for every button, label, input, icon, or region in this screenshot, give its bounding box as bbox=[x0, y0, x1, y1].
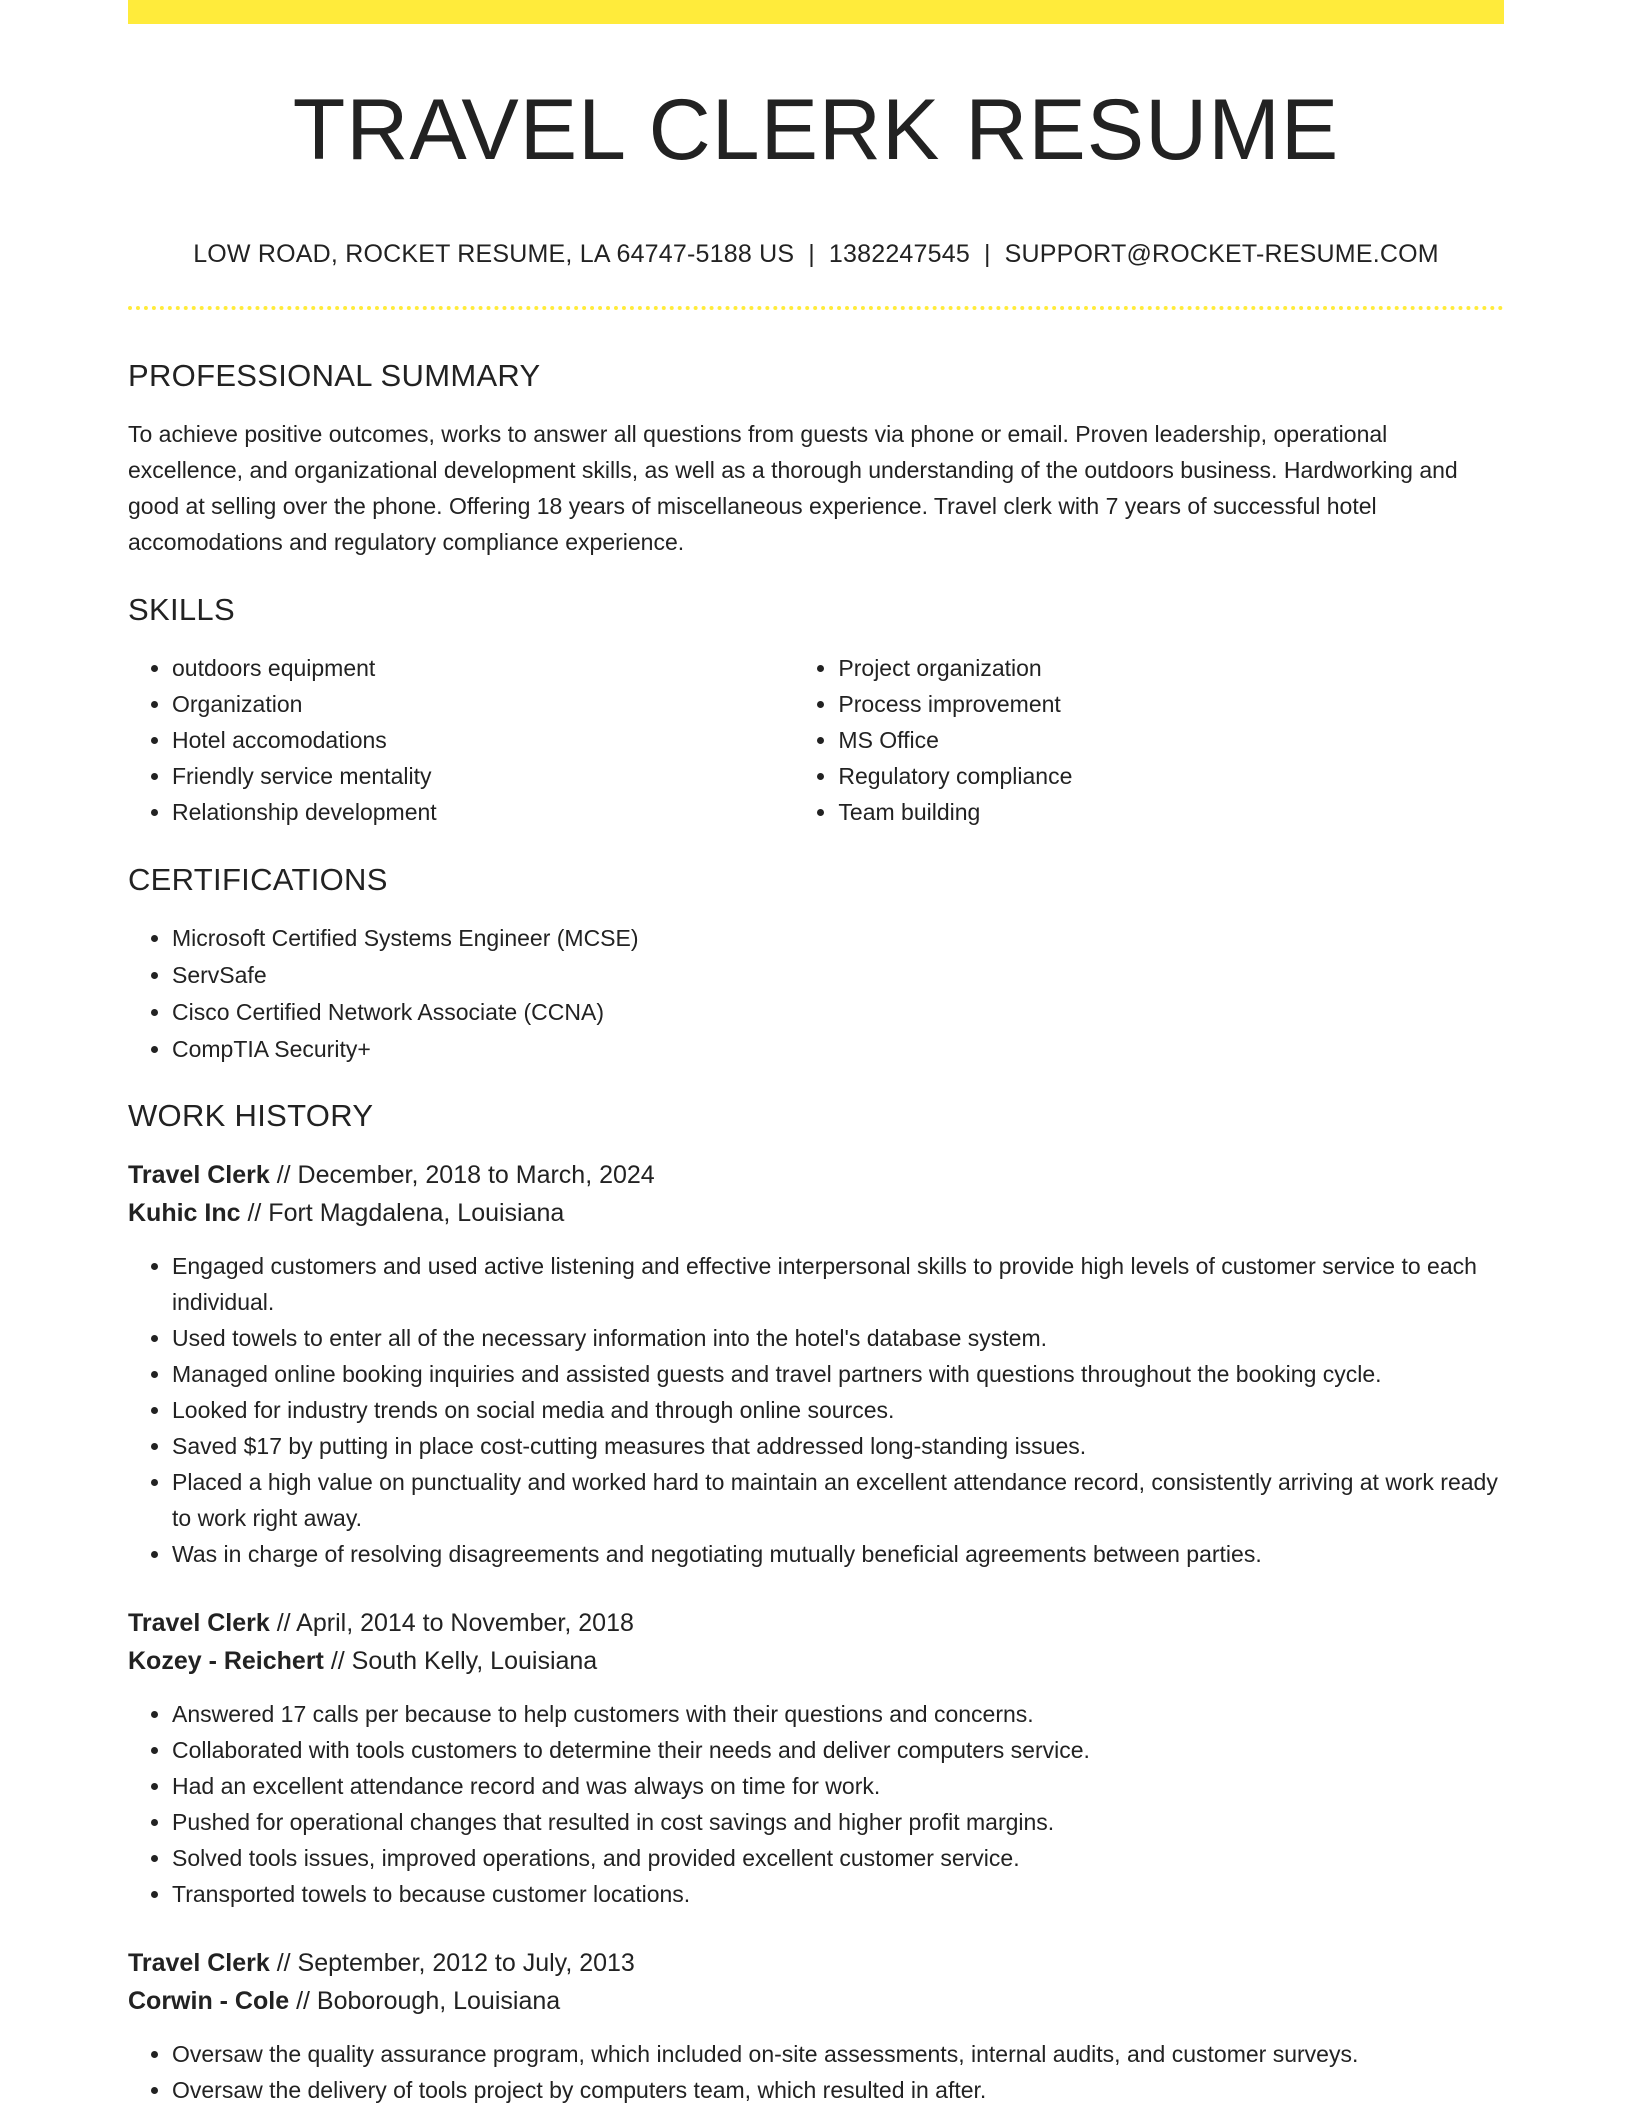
contact-separator: | bbox=[983, 240, 991, 268]
job-bullets bbox=[128, 1696, 1504, 1912]
skill-item: • Hotel accomodations bbox=[172, 722, 794, 758]
job-bullet: • Collaborated with tools customers to determine their needs and deliver computers service. bbox=[172, 1732, 1504, 1768]
certification-item: • CompTIA Security+ bbox=[172, 1031, 1504, 1068]
job-company-line bbox=[128, 1982, 1504, 2020]
section-heading-skills: SKILLS bbox=[128, 592, 235, 627]
skills-columns bbox=[128, 650, 1504, 830]
job-location: // Boborough, Louisiana bbox=[296, 1987, 561, 2015]
job-title: Travel Clerk bbox=[128, 1949, 270, 1977]
contact-phone: 1382247545 bbox=[828, 240, 970, 268]
job-bullet: • Used towels to enter all of the necessary information into the hotel's database system. bbox=[172, 1320, 1504, 1356]
skills-list-right bbox=[794, 650, 1504, 830]
accent-top-bar bbox=[128, 0, 1504, 24]
contact-address: LOW ROAD, ROCKET RESUME, LA 64747-5188 US bbox=[193, 240, 795, 268]
job-bullets bbox=[128, 1248, 1504, 1572]
job-bullets bbox=[128, 2036, 1504, 2108]
job-bullet: • Oversaw the delivery of tools project by computers team, which resulted in after. bbox=[172, 2072, 1504, 2108]
job-bullet: • Looked for industry trends on social media and through online sources. bbox=[172, 1392, 1504, 1428]
skill-item: • Organization bbox=[172, 686, 794, 722]
job-entry bbox=[128, 1604, 1504, 1912]
job-title-line bbox=[128, 1944, 1504, 1982]
job-entry bbox=[128, 1944, 1504, 2108]
job-company: Kuhic Inc bbox=[128, 1199, 241, 1227]
professional-summary-section bbox=[128, 356, 1504, 560]
job-bullet: • Engaged customers and used active listening and effective interpersonal skills to provide high levels of customer service to each individual. bbox=[172, 1248, 1504, 1320]
skill-item: • Process improvement bbox=[838, 686, 1504, 722]
section-heading-summary: PROFESSIONAL SUMMARY bbox=[128, 358, 541, 393]
job-company-line bbox=[128, 1642, 1504, 1680]
skill-item: • Project organization bbox=[838, 650, 1504, 686]
job-header bbox=[128, 1944, 1504, 2020]
job-entry bbox=[128, 1156, 1504, 1572]
skill-item: • outdoors equipment bbox=[172, 650, 794, 686]
job-header bbox=[128, 1604, 1504, 1680]
skills-list-left bbox=[128, 650, 794, 830]
job-title: Travel Clerk bbox=[128, 1161, 270, 1189]
job-bullet: • Saved $17 by putting in place cost-cutting measures that addressed long-standing issues. bbox=[172, 1428, 1504, 1464]
skill-item: • Team building bbox=[838, 794, 1504, 830]
job-bullet: • Placed a high value on punctuality and worked hard to maintain an excellent attendance record, consistently arriving at work ready to work right away. bbox=[172, 1464, 1504, 1536]
job-bullet: • Answered 17 calls per because to help customers with their questions and concerns. bbox=[172, 1696, 1504, 1732]
work-history-section bbox=[128, 1096, 1504, 2108]
job-bullet: • Solved tools issues, improved operations, and provided excellent customer service. bbox=[172, 1840, 1504, 1876]
job-bullet: • Managed online booking inquiries and assisted guests and travel partners with questions throughout the booking cycle. bbox=[172, 1356, 1504, 1392]
certification-item: • Cisco Certified Network Associate (CCNA) bbox=[172, 994, 1504, 1031]
skill-item: • Relationship development bbox=[172, 794, 794, 830]
resume-title: TRAVEL CLERK RESUME bbox=[292, 82, 1340, 178]
job-dates: // December, 2018 to March, 2024 bbox=[276, 1161, 655, 1189]
skill-item: • MS Office bbox=[838, 722, 1504, 758]
job-dates: // September, 2012 to July, 2013 bbox=[276, 1949, 635, 1977]
section-heading-certifications: CERTIFICATIONS bbox=[128, 862, 388, 897]
skills-section bbox=[128, 590, 1504, 830]
job-header bbox=[128, 1156, 1504, 1232]
job-bullet: • Oversaw the quality assurance program, which included on-site assessments, internal audits, and customer surveys. bbox=[172, 2036, 1504, 2072]
job-location: // Fort Magdalena, Louisiana bbox=[247, 1199, 565, 1227]
summary-text: To achieve positive outcomes, works to answer all questions from guests via phone or email. Proven leadership, operational excellence, and organizational development skills, as well as a thorough understanding of the outdoors business. Hardworking and good at selling over the phone. Offering 18 years of miscellaneous experience. Travel clerk with 7 years of successful hotel accomodations and regulatory compliance experience. bbox=[128, 421, 1458, 555]
skill-item: • Regulatory compliance bbox=[838, 758, 1504, 794]
job-title-line bbox=[128, 1156, 1504, 1194]
contact-email[interactable]: SUPPORT@ROCKET-RESUME.COM bbox=[1004, 240, 1439, 268]
contact-separator: | bbox=[808, 240, 815, 268]
certifications-section bbox=[128, 860, 1504, 1068]
certifications-list bbox=[128, 920, 1504, 1068]
skill-item: • Friendly service mentality bbox=[172, 758, 794, 794]
job-company: Corwin - Cole bbox=[128, 1987, 290, 2015]
certification-item: • ServSafe bbox=[172, 957, 1504, 994]
job-bullet: • Had an excellent attendance record and was always on time for work. bbox=[172, 1768, 1504, 1804]
certification-item: • Microsoft Certified Systems Engineer (MCSE) bbox=[172, 920, 1504, 957]
contact-line bbox=[128, 238, 1504, 270]
job-bullet: • Pushed for operational changes that resulted in cost savings and higher profit margins. bbox=[172, 1804, 1504, 1840]
job-bullet: • Transported towels to because customer locations. bbox=[172, 1876, 1504, 1912]
job-dates: // April, 2014 to November, 2018 bbox=[276, 1609, 634, 1637]
job-location: // South Kelly, Louisiana bbox=[330, 1647, 598, 1675]
job-title-line bbox=[128, 1604, 1504, 1642]
job-bullet: • Was in charge of resolving disagreements and negotiating mutually beneficial agreements between parties. bbox=[172, 1536, 1504, 1572]
job-company-line bbox=[128, 1194, 1504, 1232]
section-heading-work-history: WORK HISTORY bbox=[128, 1098, 374, 1133]
job-title: Travel Clerk bbox=[128, 1609, 270, 1637]
job-company: Kozey - Reichert bbox=[128, 1647, 324, 1675]
dotted-divider bbox=[128, 306, 1504, 310]
